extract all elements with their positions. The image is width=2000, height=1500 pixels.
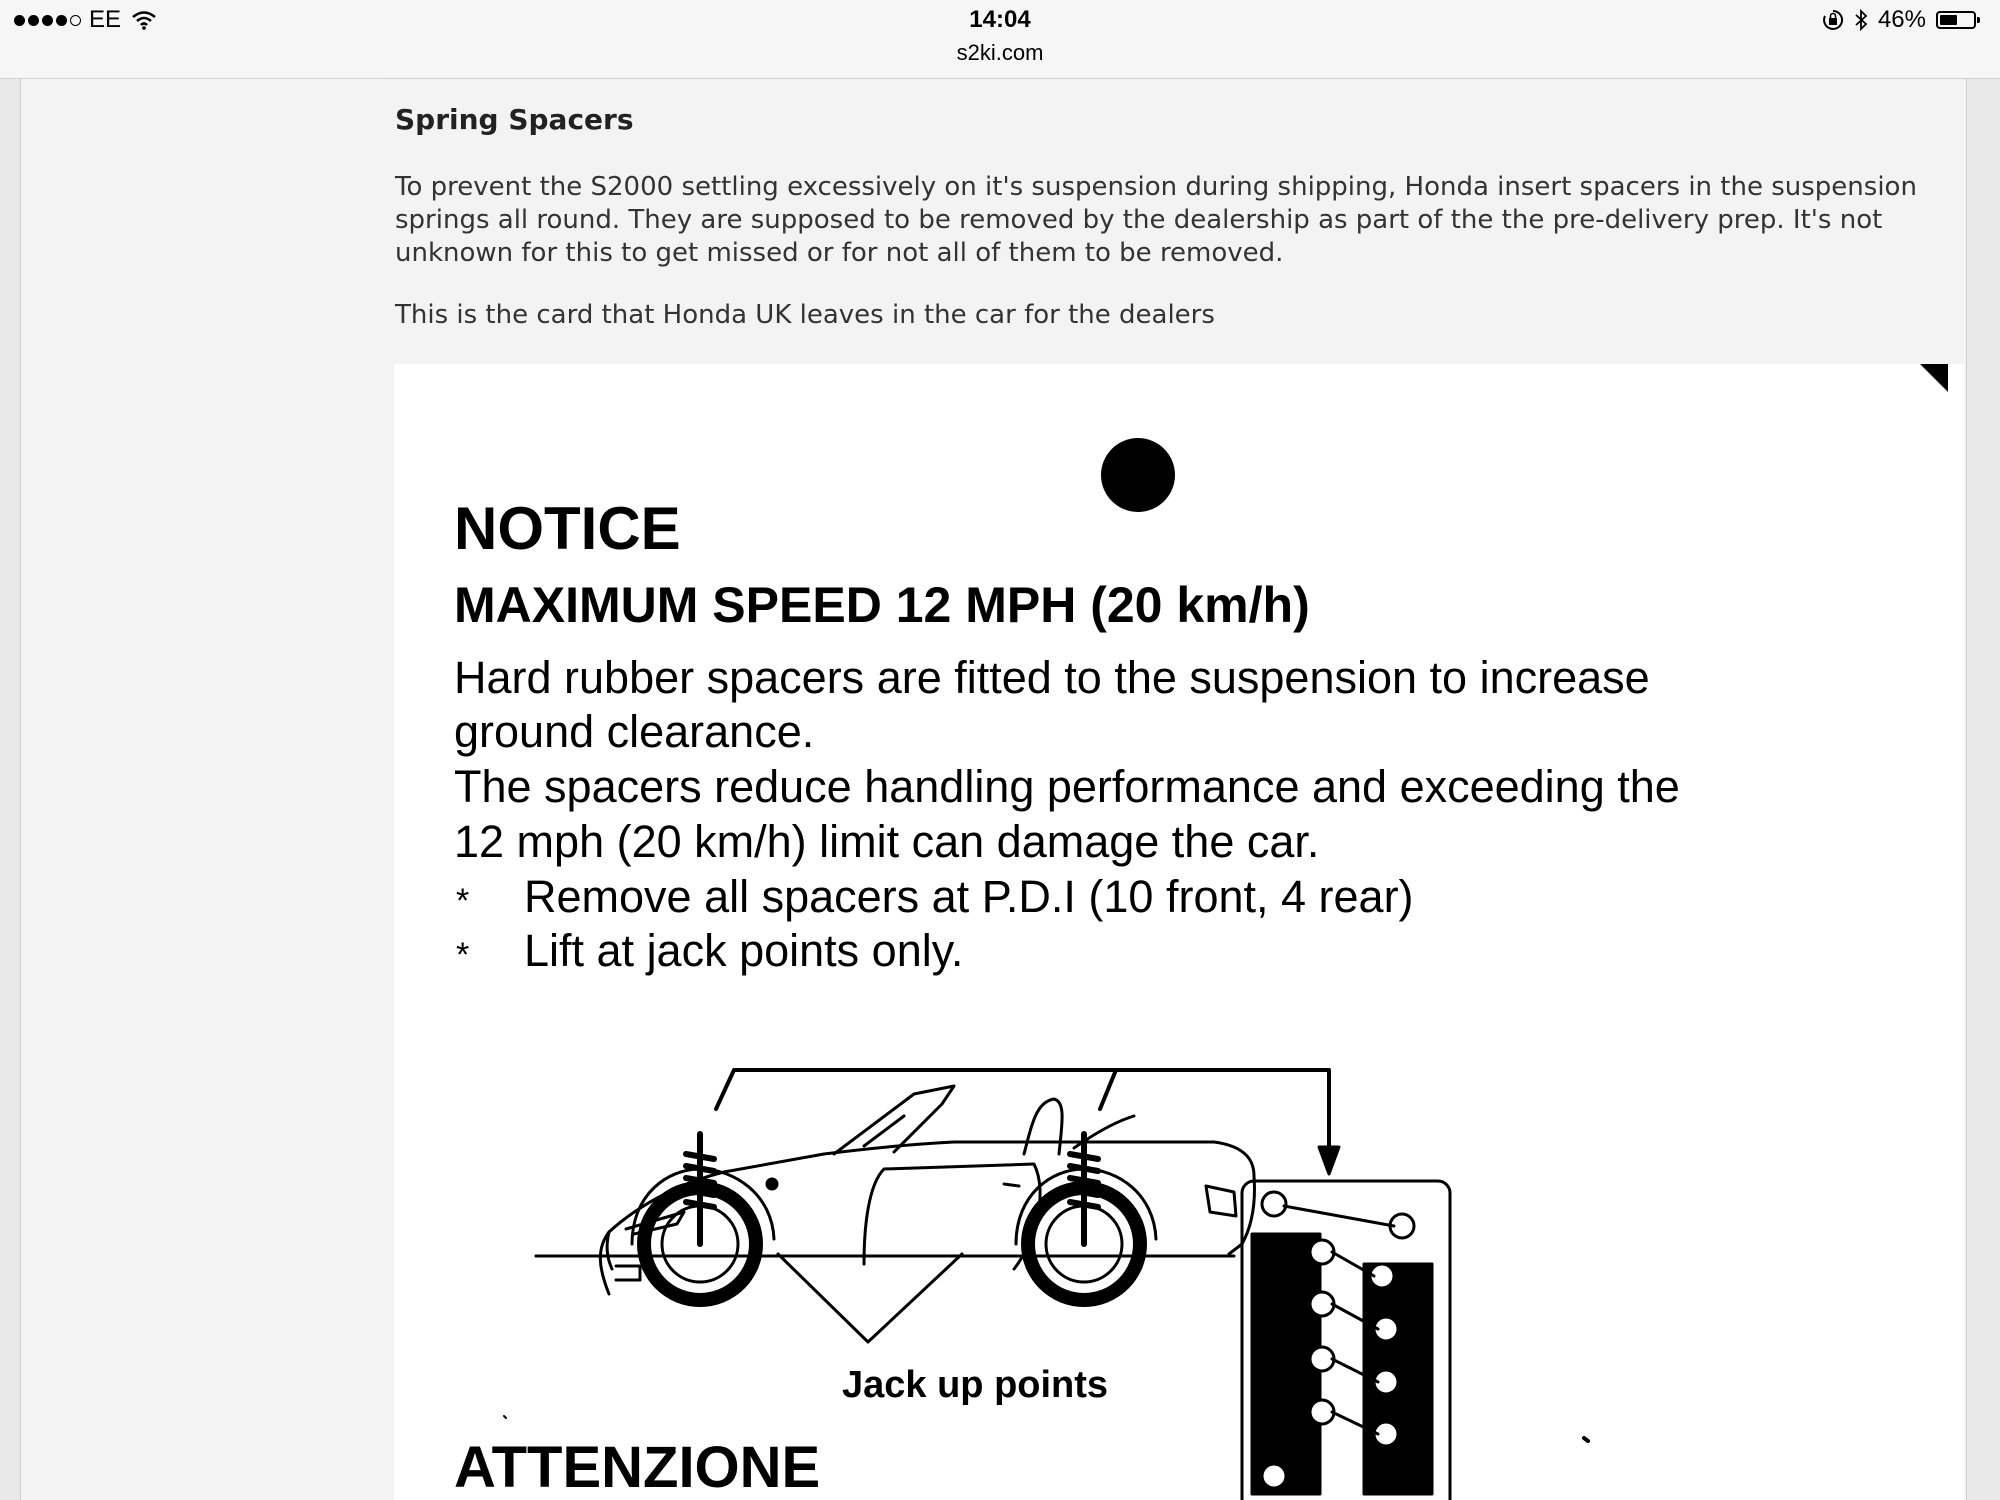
- status-right: [1822, 6, 1976, 34]
- bullet-star-icon: *: [456, 936, 470, 974]
- bullet-star-icon: *: [456, 882, 470, 920]
- battery-icon: [1936, 11, 1976, 29]
- notice-card-image[interactable]: [394, 364, 1964, 1500]
- bluetooth-icon: [1854, 8, 1868, 32]
- battery-percent: 46%: [1877, 6, 1926, 33]
- carrier-label: EE: [89, 6, 122, 33]
- notice-bullet-2: Lift at jack points only.: [524, 925, 964, 976]
- notice-line-4: 12 mph (20 km/h) limit can damage the car.: [454, 816, 1320, 867]
- post-paragraph-1: To prevent the S2000 settling excessively on it's suspension during shipping, Honda insert spacers in the suspension springs all round. They are supposed to be removed by the dealership as part of the the pre-delivery prep. It's not unknown for this to get missed or for not all of them to be removed.: [395, 172, 1917, 268]
- notice-line-2: ground clearance.: [454, 706, 815, 757]
- post-paragraph-2: This is the card that Honda UK leaves in the car for the dealers: [395, 300, 1215, 330]
- max-speed-heading: MAXIMUM SPEED 12 MPH (20 km/h): [454, 577, 1310, 633]
- post-user-column: [20, 79, 382, 1500]
- post-title: Spring Spacers: [395, 103, 634, 136]
- notice-line-1: Hard rubber spacers are fitted to the suspension to increase: [454, 652, 1650, 703]
- notice-bullet-1: Remove all spacers at P.D.I (10 front, 4 rear): [524, 871, 1414, 922]
- address-url[interactable]: s2ki.com: [956, 40, 1044, 65]
- notice-heading: NOTICE: [454, 495, 681, 562]
- orientation-lock-icon: [1822, 9, 1844, 31]
- notice-line-3: The spacers reduce handling performance and exceeding the: [454, 761, 1680, 812]
- status-bar: [0, 0, 2000, 79]
- car-diagram: [394, 364, 1964, 1500]
- status-time: 14:04: [969, 6, 1031, 33]
- attenzione-heading: ATTENZIONE: [454, 1435, 821, 1500]
- jack-points-label: Jack up points: [842, 1364, 1109, 1406]
